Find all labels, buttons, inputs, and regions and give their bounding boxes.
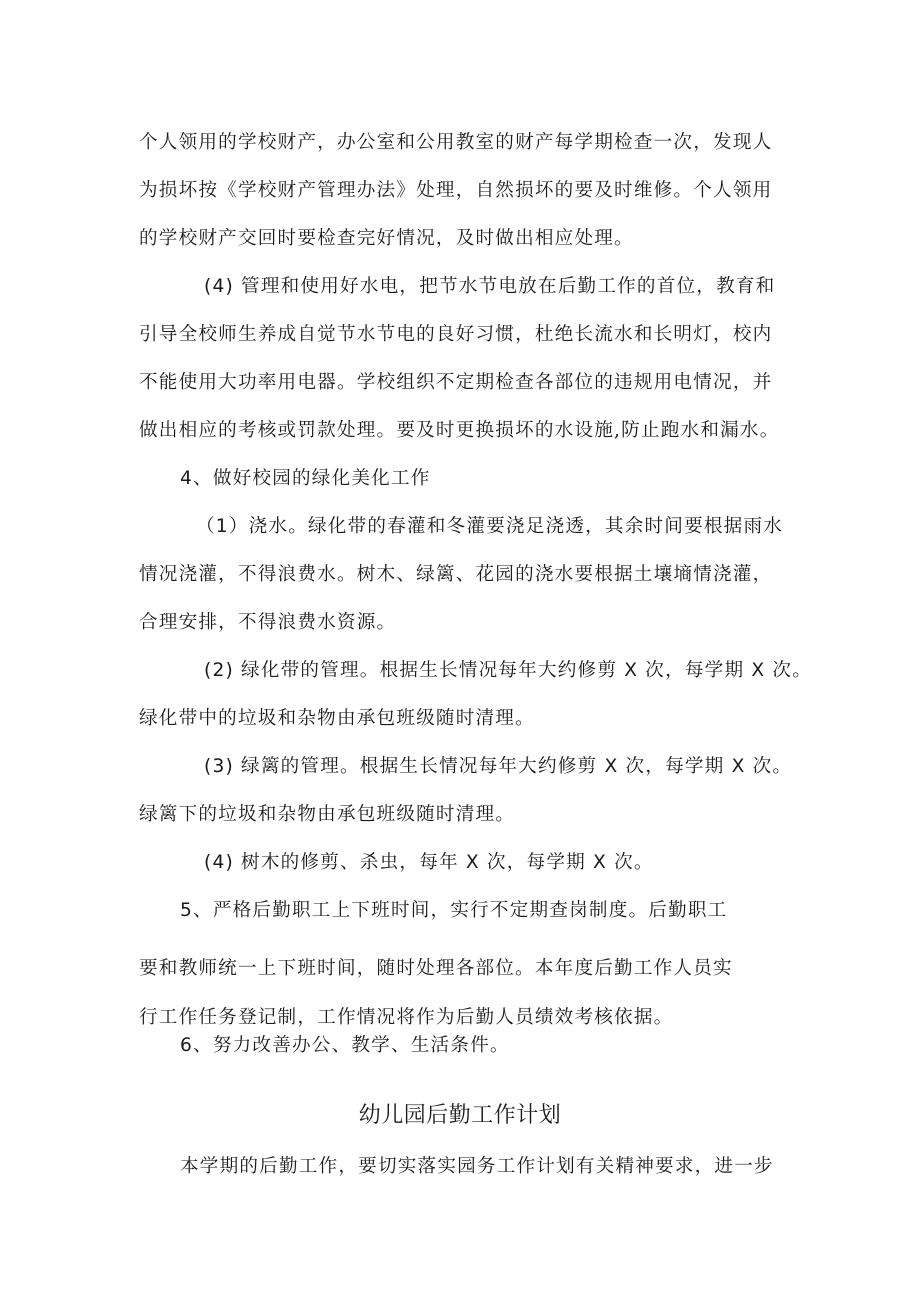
- paragraph-line: 绿篱下的垃圾和杂物由承包班级随时清理。: [139, 804, 516, 825]
- paragraph-line: (3) 绿篱的管理。根据生长情况每年大约修剪 X 次，每学期 X 次。: [204, 756, 793, 777]
- paragraph-line: 绿化带中的垃圾和杂物由承包班级随时清理。: [139, 708, 535, 729]
- paragraph-line: 要和教师统一上下班时间，随时处理各部位。本年度后勤工作人员实: [139, 958, 733, 979]
- page-title: 幼儿园后勤工作计划: [358, 1103, 562, 1128]
- paragraph-line: 引导全校师生养成自觉节水节电的良好习惯，杜绝长流水和长明灯，校内: [139, 324, 773, 345]
- paragraph-line: 行工作任务登记制，工作情况将作为后勤人员绩效考核依据。: [139, 1007, 674, 1028]
- section-heading: 4、做好校园的绿化美化工作: [180, 468, 431, 489]
- section-heading: 5、严格后勤职工上下班时间，实行不定期查岗制度。后勤职工: [180, 900, 728, 921]
- paragraph-line: (2) 绿化带的管理。根据生长情况每年大约修剪 X 次，每学期 X 次。: [204, 660, 813, 681]
- paragraph-line: 合理安排，不得浪费水资源。: [139, 612, 397, 633]
- paragraph-line: （1）浇水。绿化带的春灌和冬灌要浇足浇透，其余时间要根据雨水: [196, 516, 784, 537]
- paragraph-line: 个人领用的学校财产，办公室和公用教室的财产每学期检查一次，发现人: [139, 132, 773, 153]
- paragraph-line: 情况浇灌，不得浪费水。树木、绿篱、花园的浇水要根据土壤墒情浇灌，: [139, 564, 773, 585]
- section-heading: 6、努力改善办公、教学、生活条件。: [180, 1035, 510, 1056]
- paragraph-line: (4) 管理和使用好水电，把节水节电放在后勤工作的首位，教育和: [204, 276, 776, 297]
- paragraph-line: (4) 树木的修剪、杀虫，每年 X 次，每学期 X 次。: [204, 852, 654, 873]
- paragraph-line: 不能使用大功率用电器。学校组织不定期检查各部位的违规用电情况，并: [139, 372, 773, 393]
- paragraph-line: 做出相应的考核或罚款处理。要及时更换损坏的水设施,防止跑水和漏水。: [139, 420, 780, 441]
- paragraph-line: 的学校财产交回时要检查完好情况，及时做出相应处理。: [139, 228, 634, 249]
- paragraph-line: 为损坏按《学校财产管理办法》处理，自然损坏的要及时维修。个人领用: [139, 180, 773, 201]
- intro-line: 本学期的后勤工作，要切实落实园务工作计划有关精神要求，进一步: [180, 1156, 774, 1177]
